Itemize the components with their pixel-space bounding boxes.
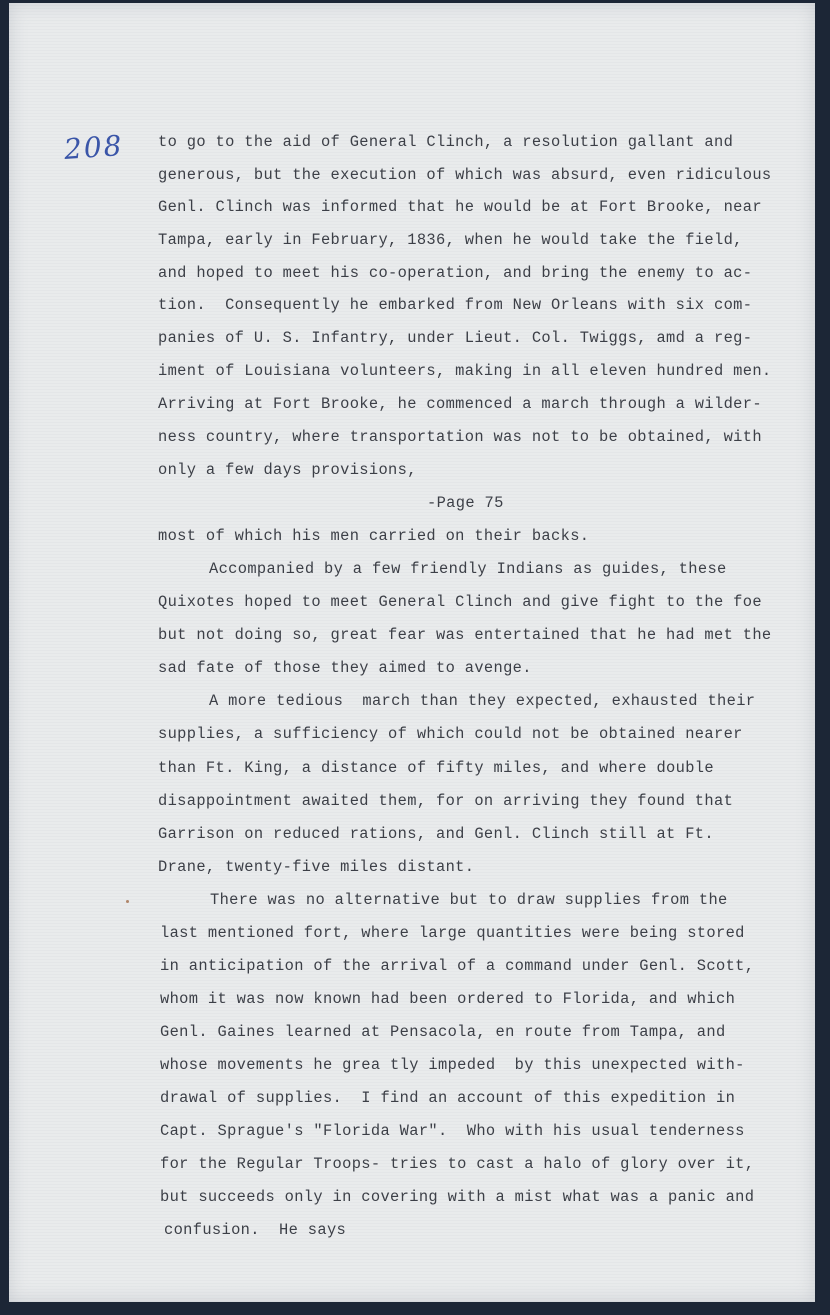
text-line: but not doing so, great fear was entertained that he had met the bbox=[158, 626, 772, 644]
paragraph-start: Accompanied by a few friendly Indians as guides, these bbox=[209, 560, 727, 578]
text-line: whose movements he grea tly impeded by this unexpected with- bbox=[160, 1056, 745, 1074]
text-line: and hoped to meet his co-operation, and bring the enemy to ac- bbox=[158, 264, 753, 282]
text-line: supplies, a sufficiency of which could not be obtained nearer bbox=[158, 725, 743, 743]
text-line: sad fate of those they aimed to avenge. bbox=[158, 659, 532, 677]
text-line: most of which his men carried on their backs. bbox=[158, 527, 590, 545]
text-line: to go to the aid of General Clinch, a resolution gallant and bbox=[158, 133, 734, 151]
text-line: drawal of supplies. I find an account of this expedition in bbox=[160, 1089, 736, 1107]
text-line: last mentioned fort, where large quantities were being stored bbox=[160, 924, 745, 942]
typescript-page bbox=[9, 3, 815, 1302]
text-line: confusion. He says bbox=[164, 1221, 347, 1239]
text-line: than Ft. King, a distance of fifty miles, and where double bbox=[158, 759, 714, 777]
text-line: in anticipation of the arrival of a command under Genl. Scott, bbox=[160, 957, 755, 975]
text-line: but succeeds only in covering with a mist what was a panic and bbox=[160, 1188, 755, 1206]
paragraph-start: There was no alternative but to draw supplies from the bbox=[210, 891, 728, 909]
text-line: Drane, twenty-five miles distant. bbox=[158, 858, 475, 876]
text-line: ness country, where transportation was not to be obtained, with bbox=[158, 428, 762, 446]
text-line: Garrison on reduced rations, and Genl. Clinch still at Ft. bbox=[158, 825, 714, 843]
text-line: Genl. Clinch was informed that he would be at Fort Brooke, near bbox=[158, 198, 762, 216]
text-line: disappointment awaited them, for on arriving they found that bbox=[158, 792, 734, 810]
text-line: Arriving at Fort Brooke, he commenced a march through a wilder- bbox=[158, 395, 762, 413]
text-line: Tampa, early in February, 1836, when he would take the field, bbox=[158, 231, 743, 249]
text-line: for the Regular Troops- tries to cast a halo of glory over it, bbox=[160, 1155, 755, 1173]
text-line: iment of Louisiana volunteers, making in all eleven hundred men. bbox=[158, 362, 772, 380]
text-line: Capt. Sprague's "Florida War". Who with his usual tenderness bbox=[160, 1122, 745, 1140]
text-line: tion. Consequently he embarked from New Orleans with six com- bbox=[158, 296, 753, 314]
text-line: Genl. Gaines learned at Pensacola, en route from Tampa, and bbox=[160, 1023, 726, 1041]
paper-blemish bbox=[126, 900, 129, 903]
text-line: Quixotes hoped to meet General Clinch and give fight to the foe bbox=[158, 593, 762, 611]
page-marker: -Page 75 bbox=[427, 494, 504, 512]
text-line: panies of U. S. Infantry, under Lieut. Col. Twiggs, amd a reg- bbox=[158, 329, 753, 347]
paragraph-start: A more tedious march than they expected, exhausted their bbox=[209, 692, 756, 710]
handwritten-page-number: 208 bbox=[62, 128, 125, 167]
text-line: only a few days provisions, bbox=[158, 461, 417, 479]
text-line: generous, but the execution of which was absurd, even ridiculous bbox=[158, 166, 772, 184]
text-line: whom it was now known had been ordered to Florida, and which bbox=[160, 990, 736, 1008]
